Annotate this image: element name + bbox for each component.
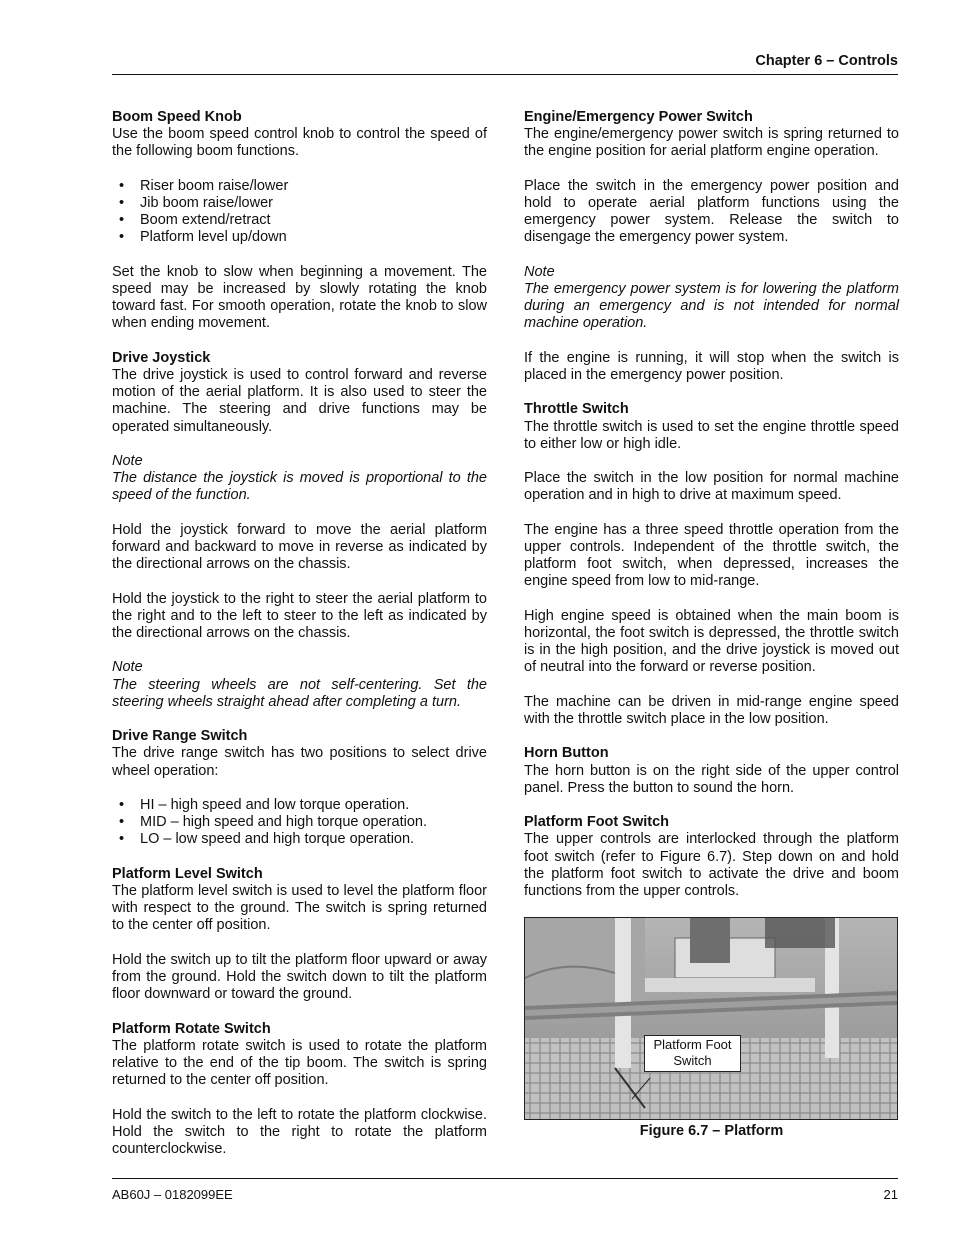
drive-range-intro: The drive range switch has two positions to select drive wheel operation: xyxy=(112,745,487,779)
engine-emergency-para1: Place the switch in the emergency power position and hold to operate aerial platform functions using the emergency power system. Release the switch to disengage the emergency power system. xyxy=(524,177,899,246)
note-text: The steering wheels are not self-centering. Set the steering wheels straight ahead after completing a turn. xyxy=(112,676,487,710)
list-item: • HI – high speed and low torque operation. xyxy=(119,796,410,813)
throttle-intro: The throttle switch is used to set the engine throttle speed to either low or high idle. xyxy=(524,418,899,452)
note-text: The emergency power system is for lowering the platform during an emergency and is not intended for normal machine operation. xyxy=(524,281,899,332)
platform-rotate-intro: The platform rotate switch is used to rotate the platform relative to the end of the tip boom. The switch is spring returned to the center off position. xyxy=(112,1037,487,1089)
drive-joystick-heading: Drive Joystick xyxy=(112,349,211,366)
list-item: • Jib boom raise/lower xyxy=(119,195,273,211)
foot-switch-heading: Platform Foot Switch xyxy=(524,814,669,831)
footer-rule xyxy=(112,1178,898,1179)
drive-range-list xyxy=(112,797,487,849)
engine-emergency-para2: If the engine is running, it will stop when the switch is placed in the emergency power position. xyxy=(524,349,899,383)
figure-caption: Figure 6.7 – Platform xyxy=(639,1123,784,1140)
throttle-para2: The engine has a three speed throttle operation from the upper controls. Independent of the throttle switch, the platform foot switch, when depressed, increases the engine speed from low to mid-range. xyxy=(524,521,899,590)
list-item: • Platform level up/down xyxy=(119,229,287,246)
chapter-header: Chapter 6 – Controls xyxy=(755,53,898,69)
throttle-para1: Place the switch in the low position for normal machine operation and in high to drive at maximum speed. xyxy=(524,470,899,504)
list-item: • Riser boom raise/lower xyxy=(119,177,289,194)
drive-joystick-intro: The drive joystick is used to control forward and reverse motion of the aerial platform. It is also used to steer the machine. The steering and drive functions may be operated simultaneously. xyxy=(112,367,487,435)
boom-speed-list xyxy=(112,178,487,247)
platform-level-intro: The platform level switch is used to level the platform floor with respect to the ground. The switch is spring returned to the center off position. xyxy=(112,882,487,934)
left-column xyxy=(112,109,487,1175)
throttle-para3: High engine speed is obtained when the main boom is horizontal, the foot switch is depressed, the throttle switch is in the high position, and the drive joystick is moved out of neutral into the forward or reverse position. xyxy=(524,607,899,676)
note-label: Note xyxy=(524,263,555,280)
note-label: Note xyxy=(112,453,143,469)
boom-speed-para: Set the knob to slow when beginning a movement. The speed may be increased by slowly rotating the knob toward fast. For smooth operation, rotate the knob to slow when ending movement. xyxy=(112,263,487,332)
drive-joystick-para2: Hold the joystick to the right to steer the aerial platform to the right and to the left to steer to the left as indicated by the directional arrows on the chassis. xyxy=(112,590,487,641)
list-item: • LO – low speed and high torque operation. xyxy=(119,831,415,848)
platform-foot-switch-callout: Platform Foot Switch xyxy=(644,1035,741,1072)
engine-emergency-intro: The engine/emergency power switch is spring returned to the engine position for aerial platform engine operation. xyxy=(524,126,899,160)
header-rule xyxy=(112,74,898,75)
horn-heading: Horn Button xyxy=(524,745,609,762)
platform-level-para: Hold the switch up to tilt the platform floor upward or away from the ground. Hold the switch down to tilt the platform floor downward or toward the ground. xyxy=(112,951,487,1003)
note-text: The distance the joystick is moved is proportional to the speed of the function. xyxy=(112,470,487,504)
platform-photo-illustration xyxy=(525,918,897,1119)
drive-joystick-para1: Hold the joystick forward to move the aerial platform forward and backward to move in reverse as indicated by the directional arrows on the chassis. xyxy=(112,521,487,573)
list-item: • Boom extend/retract xyxy=(119,212,271,229)
boom-speed-heading: Boom Speed Knob xyxy=(112,109,242,125)
foot-switch-intro: The upper controls are interlocked through the platform foot switch (refer to Figure 6.7). Step down on and hold the platform foot switch to activate the drive and boom functions from the upper controls. xyxy=(524,831,899,899)
throttle-heading: Throttle Switch xyxy=(524,401,629,418)
horn-intro: The horn button is on the right side of the upper control panel. Press the button to sound the horn. xyxy=(524,762,899,796)
list-item: • MID – high speed and high torque operation. xyxy=(119,814,427,831)
platform-photo xyxy=(524,917,898,1120)
throttle-para4: The machine can be driven in mid-range engine speed with the throttle switch place in the low position. xyxy=(524,693,899,727)
platform-level-heading: Platform Level Switch xyxy=(112,865,263,882)
platform-rotate-heading: Platform Rotate Switch xyxy=(112,1020,271,1037)
right-column xyxy=(524,109,899,1141)
page-number: 21 xyxy=(883,1187,898,1202)
document-number: AB60J – 0182099EE xyxy=(112,1187,233,1202)
boom-speed-intro: Use the boom speed control knob to control the speed of the following boom functions. xyxy=(112,126,487,160)
platform-rotate-para: Hold the switch to the left to rotate the platform clockwise. Hold the switch to the right to rotate the platform counterclockwise. xyxy=(112,1106,487,1157)
engine-emergency-heading: Engine/Emergency Power Switch xyxy=(524,109,753,125)
note-label: Note xyxy=(112,659,143,676)
drive-range-heading: Drive Range Switch xyxy=(112,728,248,745)
